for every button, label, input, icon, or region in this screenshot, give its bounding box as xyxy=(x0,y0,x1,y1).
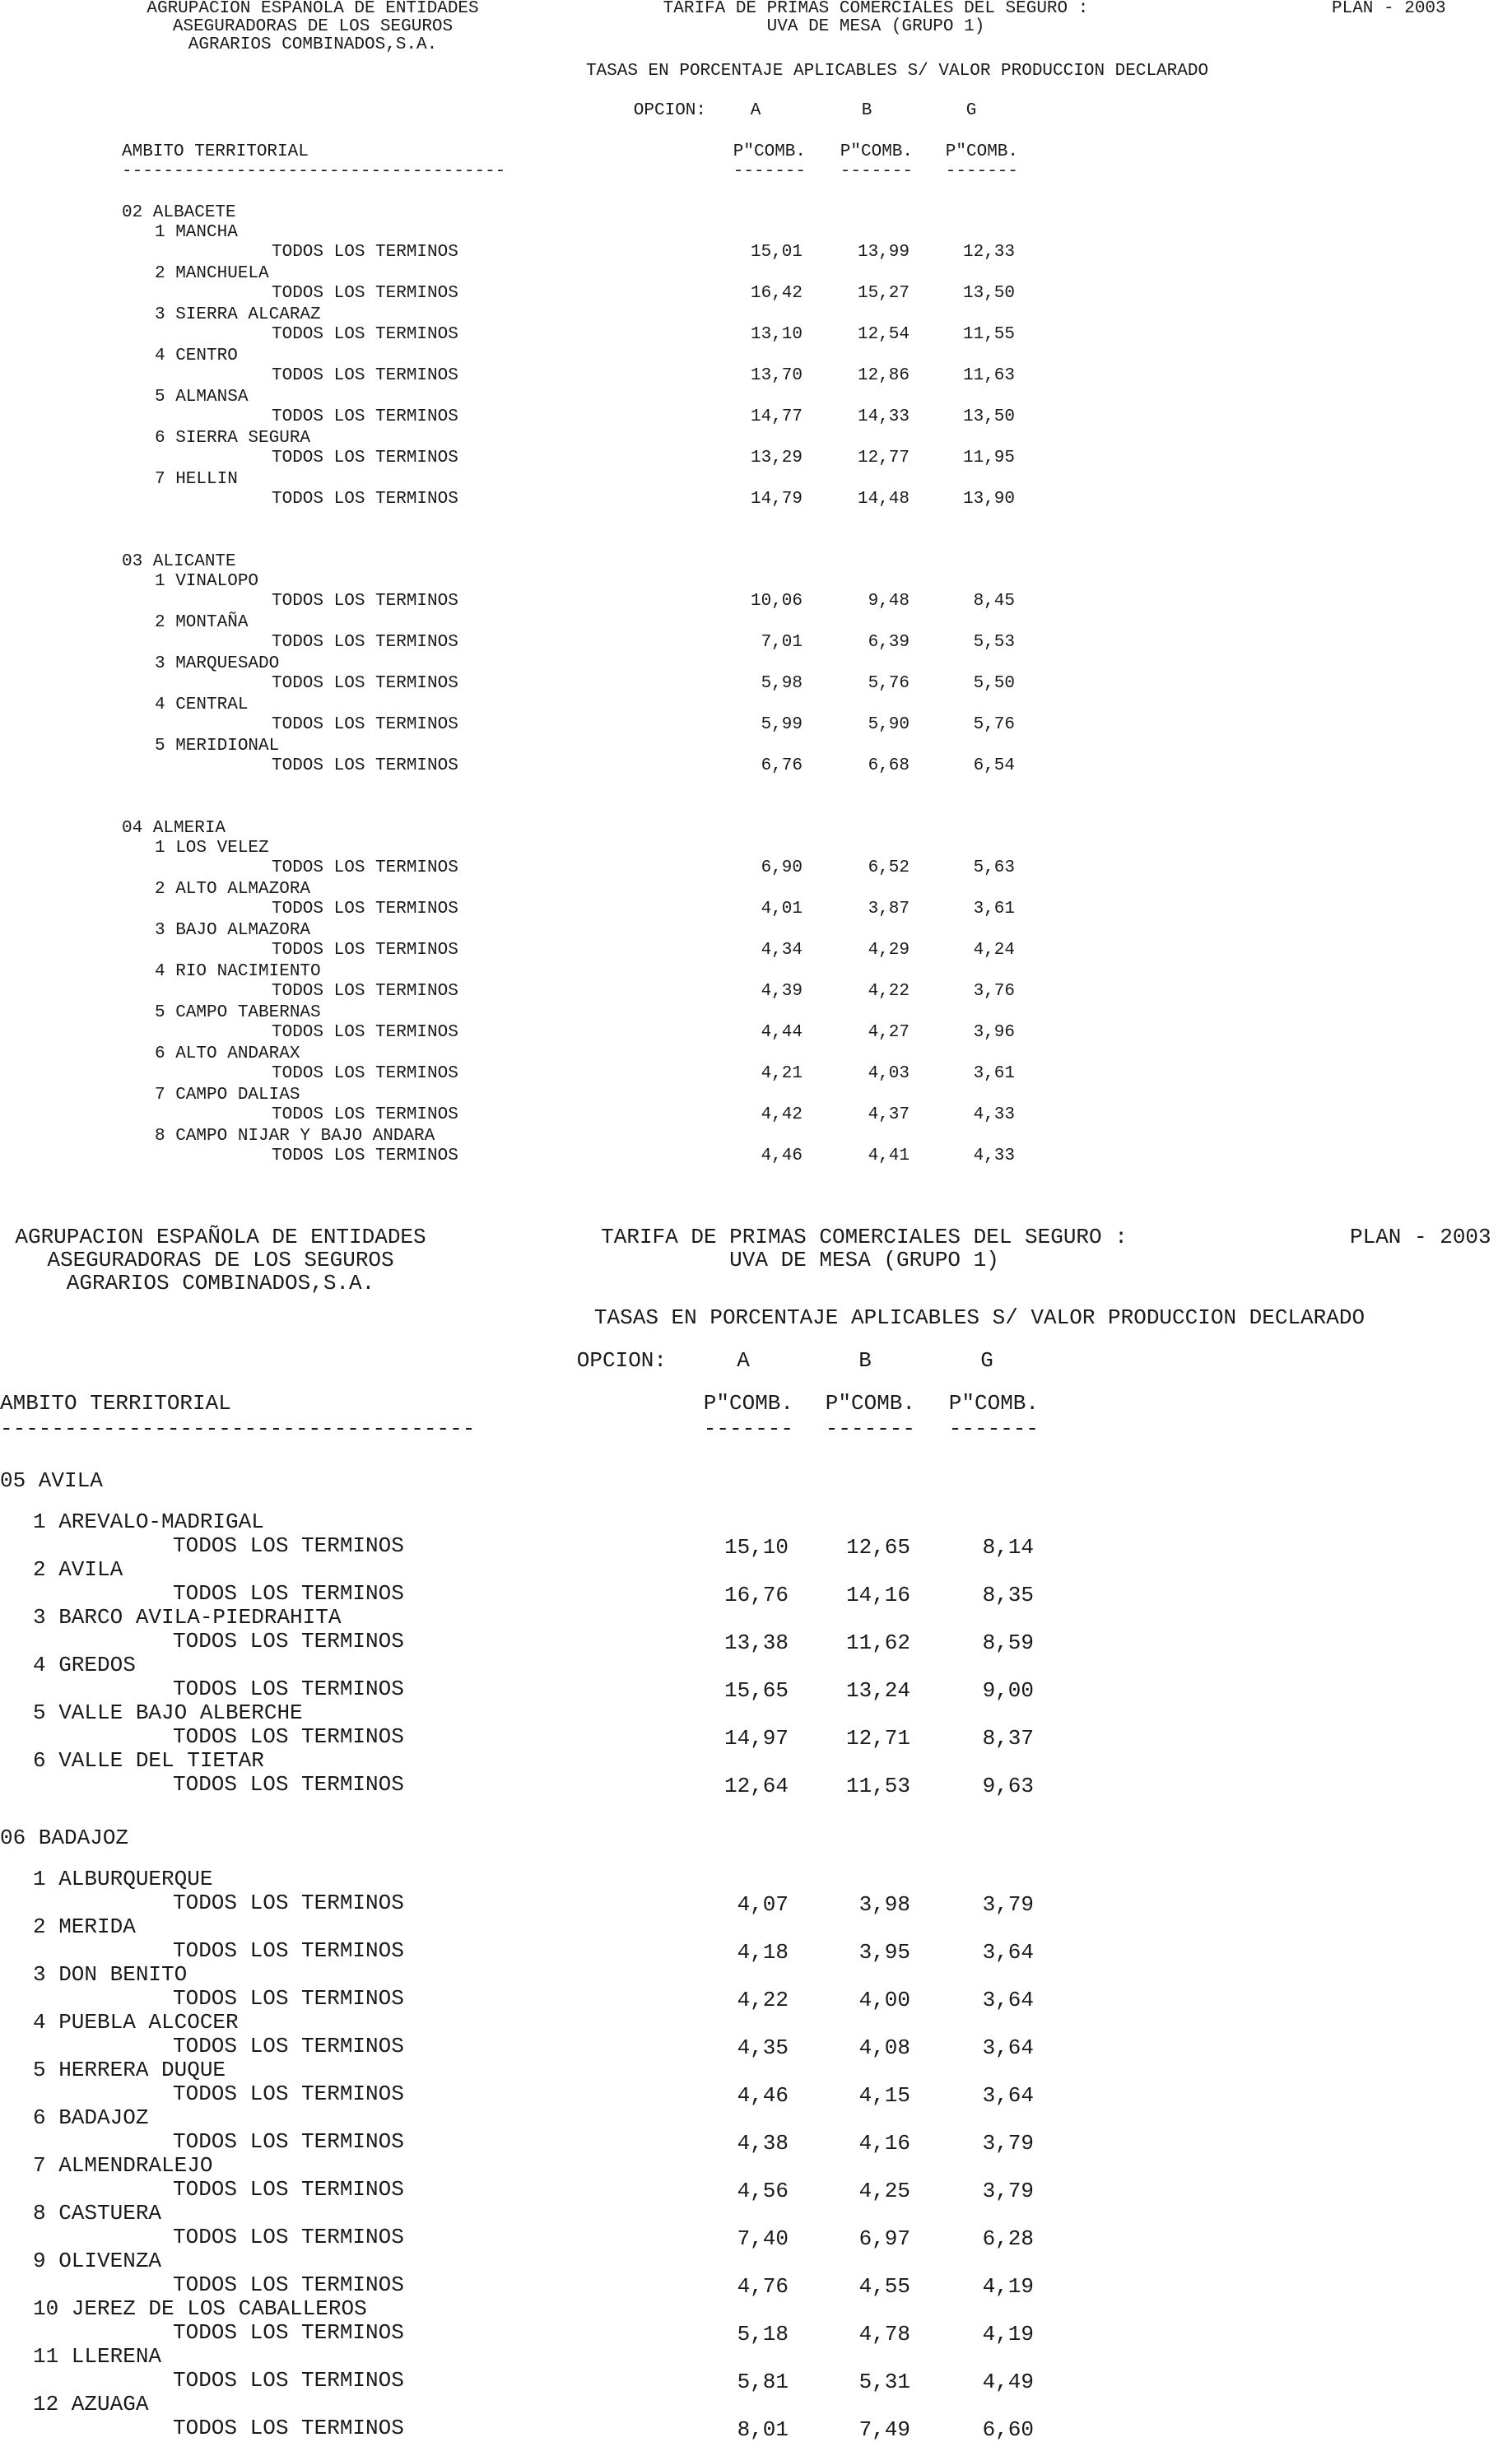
term-label: TODOS LOS TERMINOS xyxy=(173,1938,404,1963)
plan-year: PLAN - 2003 xyxy=(1350,1225,1491,1249)
province-heading: 06 BADAJOZ xyxy=(0,1826,129,1850)
rate-value-a: 14,79 xyxy=(750,490,803,509)
rate-value-a: 4,35 xyxy=(737,2035,789,2060)
province-heading: 02 ALBACETE xyxy=(122,203,236,222)
rate-value-g: 3,79 xyxy=(982,1892,1034,1917)
rate-value-b: 6,68 xyxy=(868,756,910,775)
rate-value-g: 4,49 xyxy=(982,2370,1034,2394)
comarca-name: 5 HERRERA DUQUE xyxy=(33,2058,226,2082)
term-label: TODOS LOS TERMINOS xyxy=(272,1023,458,1042)
rate-value-a: 15,01 xyxy=(750,243,803,262)
rate-value-b: 13,24 xyxy=(845,1678,910,1703)
rate-value-g: 11,55 xyxy=(962,325,1015,344)
rate-value-b: 4,25 xyxy=(858,2179,910,2203)
comarca-name: 4 RIO NACIMIENTO xyxy=(155,962,321,981)
comarca-name: 1 MANCHA xyxy=(155,223,238,242)
rate-value-a: 13,70 xyxy=(750,366,803,385)
term-label: TODOS LOS TERMINOS xyxy=(272,756,458,775)
option-b: B xyxy=(861,101,872,120)
comarca-name: 1 ALBURQUERQUE xyxy=(33,1867,213,1891)
column-underline: ------- xyxy=(703,1416,793,1441)
option-a: A xyxy=(750,101,761,120)
term-label: TODOS LOS TERMINOS xyxy=(173,1724,404,1749)
crop-title: UVA DE MESA (GRUPO 1) xyxy=(766,17,985,36)
rate-value-b: 13,99 xyxy=(857,243,910,262)
column-header: P"COMB. xyxy=(840,142,913,161)
rate-value-a: 13,29 xyxy=(750,449,803,467)
rate-value-a: 5,81 xyxy=(737,2370,789,2394)
term-label: TODOS LOS TERMINOS xyxy=(173,2416,404,2440)
rate-value-g: 5,53 xyxy=(973,633,1015,652)
rates-subtitle: TASAS EN PORCENTAJE APLICABLES S/ VALOR PRODUCCION DECLARADO xyxy=(585,62,1209,81)
rate-value-b: 4,27 xyxy=(868,1023,910,1042)
comarca-name: 3 SIERRA ALCARAZ xyxy=(155,305,321,324)
rate-value-a: 4,34 xyxy=(761,941,803,960)
term-label: TODOS LOS TERMINOS xyxy=(272,325,458,344)
comarca-name: 3 DON BENITO xyxy=(33,1962,188,1987)
term-label: TODOS LOS TERMINOS xyxy=(272,941,458,960)
option-g: G xyxy=(980,1348,993,1373)
rate-value-g: 3,79 xyxy=(982,2131,1034,2156)
province-heading: 03 ALICANTE xyxy=(122,552,236,571)
rate-value-b: 4,00 xyxy=(858,1988,910,2012)
column-underline: ------- xyxy=(948,1416,1039,1441)
rate-value-g: 3,76 xyxy=(973,982,1015,1001)
comarca-name: 3 MARQUESADO xyxy=(155,654,280,673)
term-label: TODOS LOS TERMINOS xyxy=(173,2082,404,2106)
rate-value-a: 15,65 xyxy=(723,1678,789,1703)
rate-value-a: 10,06 xyxy=(750,592,803,611)
rate-value-a: 4,46 xyxy=(761,1147,803,1165)
rate-value-a: 14,77 xyxy=(750,407,803,426)
rate-value-g: 3,61 xyxy=(973,900,1015,919)
rate-value-g: 4,33 xyxy=(973,1105,1015,1124)
rate-value-g: 11,95 xyxy=(962,449,1015,467)
rate-value-a: 4,39 xyxy=(761,982,803,1001)
rate-value-g: 8,14 xyxy=(982,1535,1034,1560)
rate-value-b: 3,98 xyxy=(858,1892,910,1917)
rate-value-b: 5,90 xyxy=(868,715,910,734)
rate-value-a: 5,98 xyxy=(761,674,803,693)
rate-value-b: 4,03 xyxy=(868,1064,910,1083)
rate-value-g: 13,50 xyxy=(962,407,1015,426)
tariff-title: TARIFA DE PRIMAS COMERCIALES DEL SEGURO : xyxy=(663,0,1089,18)
comarca-name: 4 CENTRAL xyxy=(155,695,249,714)
comarca-name: 6 BADAJOZ xyxy=(33,2105,149,2130)
rate-value-b: 5,76 xyxy=(868,674,910,693)
rate-value-g: 5,50 xyxy=(973,674,1015,693)
rate-value-a: 12,64 xyxy=(723,1774,789,1798)
rate-value-g: 9,00 xyxy=(982,1678,1034,1703)
comarca-name: 11 LLERENA xyxy=(33,2344,162,2369)
term-label: TODOS LOS TERMINOS xyxy=(173,1533,404,1558)
column-underline: ------- xyxy=(825,1416,915,1441)
rate-value-b: 4,41 xyxy=(868,1147,910,1165)
rate-value-b: 12,86 xyxy=(857,366,910,385)
rate-value-b: 11,53 xyxy=(845,1774,910,1798)
rate-value-b: 14,48 xyxy=(857,490,910,509)
rate-value-g: 5,76 xyxy=(973,715,1015,734)
ambito-heading: AMBITO TERRITORIAL xyxy=(0,1391,231,1416)
rate-value-g: 4,19 xyxy=(982,2322,1034,2347)
term-label: TODOS LOS TERMINOS xyxy=(173,1581,404,1606)
rate-value-a: 13,10 xyxy=(750,325,803,344)
column-header: P"COMB. xyxy=(733,142,806,161)
rate-value-a: 6,90 xyxy=(761,858,803,877)
term-label: TODOS LOS TERMINOS xyxy=(272,633,458,652)
rate-value-g: 12,33 xyxy=(962,243,1015,262)
ambito-heading: AMBITO TERRITORIAL xyxy=(122,142,309,161)
term-label: TODOS LOS TERMINOS xyxy=(272,284,458,303)
comarca-name: 12 AZUAGA xyxy=(33,2392,149,2416)
term-label: TODOS LOS TERMINOS xyxy=(272,243,458,262)
column-underline: ------- xyxy=(733,162,806,181)
rate-value-b: 6,52 xyxy=(868,858,910,877)
comarca-name: 1 AREVALO-MADRIGAL xyxy=(33,1509,264,1534)
rate-value-a: 4,18 xyxy=(737,1940,789,1965)
rate-value-b: 3,87 xyxy=(868,900,910,919)
rate-value-b: 12,71 xyxy=(845,1726,910,1751)
comarca-name: 7 HELLIN xyxy=(155,470,238,489)
ambito-underline: ------------------------------------- xyxy=(0,1416,476,1441)
rate-value-b: 6,97 xyxy=(858,2226,910,2251)
rate-value-b: 12,65 xyxy=(845,1535,910,1560)
comarca-name: 2 AVILA xyxy=(33,1557,123,1582)
rate-value-b: 11,62 xyxy=(845,1630,910,1655)
term-label: TODOS LOS TERMINOS xyxy=(272,592,458,611)
rate-value-b: 9,48 xyxy=(868,592,910,611)
rate-value-b: 4,55 xyxy=(858,2274,910,2299)
rate-value-a: 4,56 xyxy=(737,2179,789,2203)
rate-value-a: 4,38 xyxy=(737,2131,789,2156)
term-label: TODOS LOS TERMINOS xyxy=(272,900,458,919)
rate-value-g: 8,59 xyxy=(982,1630,1034,1655)
comarca-name: 2 MONTAÑA xyxy=(155,613,249,632)
term-label: TODOS LOS TERMINOS xyxy=(173,1891,404,1915)
comarca-name: 2 MERIDA xyxy=(33,1914,136,1939)
rate-value-b: 4,08 xyxy=(858,2035,910,2060)
rate-value-a: 15,10 xyxy=(723,1535,789,1560)
rate-value-g: 3,61 xyxy=(973,1064,1015,1083)
rate-value-b: 12,77 xyxy=(857,449,910,467)
term-label: TODOS LOS TERMINOS xyxy=(173,2034,404,2058)
rate-value-a: 4,07 xyxy=(737,1892,789,1917)
rate-value-g: 4,24 xyxy=(973,941,1015,960)
term-label: TODOS LOS TERMINOS xyxy=(173,1677,404,1701)
comarca-name: 8 CAMPO NIJAR Y BAJO ANDARA xyxy=(155,1127,435,1146)
column-header: P"COMB. xyxy=(945,142,1018,161)
org-line: AGRARIOS COMBINADOS,S.A. xyxy=(188,35,438,54)
rate-value-a: 5,99 xyxy=(761,715,803,734)
rate-value-a: 4,76 xyxy=(737,2274,789,2299)
rate-value-b: 3,95 xyxy=(858,1940,910,1965)
comarca-name: 10 JEREZ DE LOS CABALLEROS xyxy=(33,2296,367,2321)
org-line: AGRARIOS COMBINADOS,S.A. xyxy=(66,1271,375,1295)
comarca-name: 5 VALLE BAJO ALBERCHE xyxy=(33,1700,303,1725)
term-label: TODOS LOS TERMINOS xyxy=(272,1147,458,1165)
rate-value-g: 9,63 xyxy=(982,1774,1034,1798)
term-label: TODOS LOS TERMINOS xyxy=(272,449,458,467)
comarca-name: 3 BAJO ALMAZORA xyxy=(155,921,311,940)
rate-value-b: 4,16 xyxy=(858,2131,910,2156)
term-label: TODOS LOS TERMINOS xyxy=(173,2320,404,2345)
term-label: TODOS LOS TERMINOS xyxy=(272,1105,458,1124)
comarca-name: 8 CASTUERA xyxy=(33,2201,162,2226)
rate-value-a: 16,76 xyxy=(723,1583,789,1607)
rate-value-b: 7,49 xyxy=(858,2417,910,2442)
term-label: TODOS LOS TERMINOS xyxy=(272,490,458,509)
province-heading: 04 ALMERIA xyxy=(122,819,226,838)
comarca-name: 1 VINALOPO xyxy=(155,572,259,591)
column-header: P"COMB. xyxy=(703,1391,793,1416)
term-label: TODOS LOS TERMINOS xyxy=(272,1064,458,1083)
rate-value-g: 3,64 xyxy=(982,2083,1034,2108)
rate-value-g: 11,63 xyxy=(962,366,1015,385)
comarca-name: 9 OLIVENZA xyxy=(33,2249,162,2273)
term-label: TODOS LOS TERMINOS xyxy=(173,1986,404,2011)
comarca-name: 5 CAMPO TABERNAS xyxy=(155,1003,321,1022)
rate-value-a: 4,22 xyxy=(737,1988,789,2012)
rate-value-g: 8,45 xyxy=(973,592,1015,611)
term-label: TODOS LOS TERMINOS xyxy=(173,2225,404,2249)
comarca-name: 4 CENTRO xyxy=(155,347,238,365)
rate-value-a: 4,01 xyxy=(761,900,803,919)
term-label: TODOS LOS TERMINOS xyxy=(272,982,458,1001)
option-a: A xyxy=(737,1348,750,1373)
province-heading: 05 AVILA xyxy=(0,1468,103,1493)
column-underline: ------- xyxy=(840,162,913,181)
rates-subtitle: TASAS EN PORCENTAJE APLICABLES S/ VALOR PRODUCCION DECLARADO xyxy=(593,1305,1365,1330)
rate-value-a: 16,42 xyxy=(750,284,803,303)
term-label: TODOS LOS TERMINOS xyxy=(173,1772,404,1797)
column-underline: ------- xyxy=(945,162,1018,181)
rate-value-a: 13,38 xyxy=(723,1630,789,1655)
term-label: TODOS LOS TERMINOS xyxy=(173,2177,404,2202)
rate-value-g: 13,50 xyxy=(962,284,1015,303)
rate-value-g: 4,33 xyxy=(973,1147,1015,1165)
comarca-name: 4 PUEBLA ALCOCER xyxy=(33,2010,239,2035)
rate-value-b: 14,33 xyxy=(857,407,910,426)
rate-value-g: 6,54 xyxy=(973,756,1015,775)
column-header: P"COMB. xyxy=(825,1391,915,1416)
rate-value-a: 7,01 xyxy=(761,633,803,652)
rate-value-g: 5,63 xyxy=(973,858,1015,877)
term-label: TODOS LOS TERMINOS xyxy=(173,2272,404,2297)
opcion-label: OPCION: xyxy=(576,1348,667,1373)
rate-value-g: 8,35 xyxy=(982,1583,1034,1607)
comarca-name: 2 ALTO ALMAZORA xyxy=(155,880,311,899)
rate-value-g: 3,64 xyxy=(982,2035,1034,2060)
comarca-name: 1 LOS VELEZ xyxy=(155,839,269,858)
opcion-label: OPCION: xyxy=(633,101,706,120)
comarca-name: 2 MANCHUELA xyxy=(155,264,269,283)
comarca-name: 5 MERIDIONAL xyxy=(155,737,280,756)
term-label: TODOS LOS TERMINOS xyxy=(272,858,458,877)
comarca-name: 5 ALMANSA xyxy=(155,388,249,407)
rate-value-g: 3,64 xyxy=(982,1940,1034,1965)
rate-value-b: 15,27 xyxy=(857,284,910,303)
term-label: TODOS LOS TERMINOS xyxy=(173,2129,404,2154)
comarca-name: 4 GREDOS xyxy=(33,1653,136,1677)
rate-value-b: 12,54 xyxy=(857,325,910,344)
term-label: TODOS LOS TERMINOS xyxy=(173,1629,404,1654)
crop-title: UVA DE MESA (GRUPO 1) xyxy=(729,1248,999,1272)
rate-value-b: 5,31 xyxy=(858,2370,910,2394)
rate-value-a: 14,97 xyxy=(723,1726,789,1751)
rate-value-b: 4,37 xyxy=(868,1105,910,1124)
rate-value-a: 4,46 xyxy=(737,2083,789,2108)
org-line: AGRUPACION ESPAÑOLA DE ENTIDADES xyxy=(15,1225,426,1249)
rate-value-a: 4,44 xyxy=(761,1023,803,1042)
rate-value-a: 8,01 xyxy=(737,2417,789,2442)
rate-value-g: 13,90 xyxy=(962,490,1015,509)
rate-value-b: 4,15 xyxy=(858,2083,910,2108)
rate-value-g: 8,37 xyxy=(982,1726,1034,1751)
comarca-name: 7 ALMENDRALEJO xyxy=(33,2153,213,2178)
rate-value-g: 3,79 xyxy=(982,2179,1034,2203)
rate-value-b: 4,29 xyxy=(868,941,910,960)
rate-value-a: 4,42 xyxy=(761,1105,803,1124)
rate-value-b: 14,16 xyxy=(845,1583,910,1607)
org-line: AGRUPACION ESPAÑOLA DE ENTIDADES xyxy=(147,0,479,18)
comarca-name: 3 BARCO AVILA-PIEDRAHITA xyxy=(33,1605,342,1630)
plan-year: PLAN - 2003 xyxy=(1332,0,1446,18)
ambito-underline: ------------------------------------- xyxy=(122,162,506,181)
rate-value-b: 4,22 xyxy=(868,982,910,1001)
rate-value-a: 7,40 xyxy=(737,2226,789,2251)
org-line: ASEGURADORAS DE LOS SEGUROS xyxy=(47,1248,394,1272)
rate-value-a: 4,21 xyxy=(761,1064,803,1083)
term-label: TODOS LOS TERMINOS xyxy=(173,2368,404,2393)
term-label: TODOS LOS TERMINOS xyxy=(272,366,458,385)
comarca-name: 7 CAMPO DALIAS xyxy=(155,1086,300,1105)
rate-value-g: 6,60 xyxy=(982,2417,1034,2442)
rate-value-g: 3,64 xyxy=(982,1988,1034,2012)
rate-value-b: 6,39 xyxy=(868,633,910,652)
rate-value-g: 3,96 xyxy=(973,1023,1015,1042)
term-label: TODOS LOS TERMINOS xyxy=(272,674,458,693)
column-header: P"COMB. xyxy=(948,1391,1039,1416)
term-label: TODOS LOS TERMINOS xyxy=(272,715,458,734)
comarca-name: 6 VALLE DEL TIETAR xyxy=(33,1748,264,1773)
term-label: TODOS LOS TERMINOS xyxy=(272,407,458,426)
tariff-title: TARIFA DE PRIMAS COMERCIALES DEL SEGURO : xyxy=(601,1225,1128,1249)
rate-value-g: 4,19 xyxy=(982,2274,1034,2299)
rate-value-g: 6,28 xyxy=(982,2226,1034,2251)
option-b: B xyxy=(858,1348,872,1373)
rate-value-a: 5,18 xyxy=(737,2322,789,2347)
rate-value-b: 4,78 xyxy=(858,2322,910,2347)
rate-value-a: 6,76 xyxy=(761,756,803,775)
comarca-name: 6 SIERRA SEGURA xyxy=(155,429,311,448)
org-line: ASEGURADORAS DE LOS SEGUROS xyxy=(172,17,454,36)
comarca-name: 6 ALTO ANDARAX xyxy=(155,1044,300,1063)
option-g: G xyxy=(965,101,977,120)
